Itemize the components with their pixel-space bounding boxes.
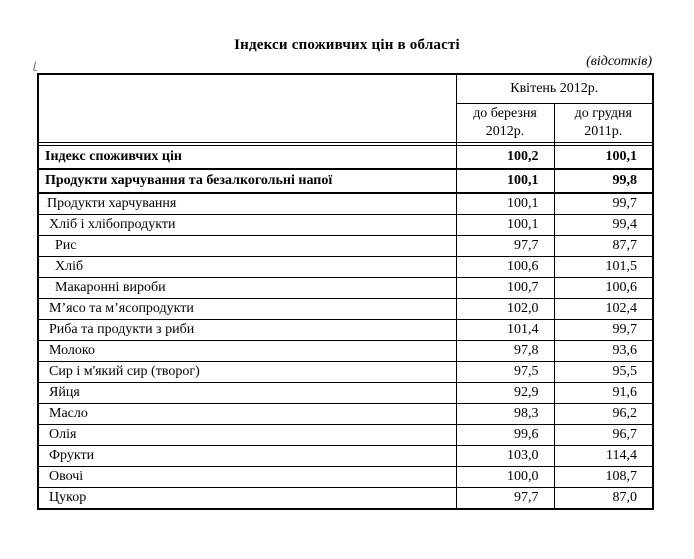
- value-to-march-2012: 100,1: [456, 169, 554, 193]
- value-to-december-2011: 93,6: [554, 341, 653, 362]
- value-to-march-2012: 97,7: [456, 236, 554, 257]
- row-label: Хліб: [38, 257, 456, 278]
- value-to-march-2012: 97,8: [456, 341, 554, 362]
- table-row: [38, 236, 653, 257]
- row-label: Фрукти: [38, 446, 456, 467]
- price-index-table: [37, 73, 654, 510]
- value-to-december-2011: 99,8: [554, 169, 653, 193]
- table-row: [38, 488, 653, 510]
- value-to-december-2011: 99,7: [554, 193, 653, 215]
- row-label: Яйця: [38, 383, 456, 404]
- value-to-march-2012: 100,1: [456, 193, 554, 215]
- value-to-march-2012: 100,7: [456, 278, 554, 299]
- empty-header-cell: [38, 74, 456, 143]
- column-header-to-march: до березня 2012р.: [456, 104, 554, 143]
- row-label: М’ясо та м’ясопродукти: [38, 299, 456, 320]
- value-to-december-2011: 91,6: [554, 383, 653, 404]
- table-row: [38, 215, 653, 236]
- value-to-march-2012: 100,2: [456, 146, 554, 170]
- row-label: Продукти харчування: [38, 193, 456, 215]
- table-row: [38, 278, 653, 299]
- value-to-december-2011: 87,7: [554, 236, 653, 257]
- value-to-december-2011: 108,7: [554, 467, 653, 488]
- table-body: [38, 143, 653, 510]
- value-to-march-2012: 101,4: [456, 320, 554, 341]
- value-to-december-2011: 96,2: [554, 404, 653, 425]
- value-to-march-2012: 92,9: [456, 383, 554, 404]
- table-row: [38, 257, 653, 278]
- value-to-december-2011: 99,7: [554, 320, 653, 341]
- value-to-december-2011: 96,7: [554, 425, 653, 446]
- value-to-march-2012: 98,3: [456, 404, 554, 425]
- period-header-row: [38, 74, 653, 104]
- value-to-march-2012: 97,5: [456, 362, 554, 383]
- stray-mark: [33, 62, 39, 72]
- row-label: Індекс споживчих цін: [38, 146, 456, 170]
- table-row: [38, 383, 653, 404]
- row-label: Продукти харчування та безалкогольні напої: [38, 169, 456, 193]
- value-to-december-2011: 114,4: [554, 446, 653, 467]
- row-label: Сир і м'який сир (творог): [38, 362, 456, 383]
- value-to-march-2012: 100,1: [456, 215, 554, 236]
- period-header-cell: Квітень 2012р.: [456, 74, 653, 104]
- row-label: Хліб і хлібопродукти: [38, 215, 456, 236]
- value-to-december-2011: 99,4: [554, 215, 653, 236]
- column-header-to-december: до грудня 2011р.: [554, 104, 653, 143]
- table-row: [38, 467, 653, 488]
- value-to-december-2011: 102,4: [554, 299, 653, 320]
- row-label: Овочі: [38, 467, 456, 488]
- value-to-march-2012: 100,0: [456, 467, 554, 488]
- table-row: [38, 146, 653, 170]
- value-to-march-2012: 99,6: [456, 425, 554, 446]
- value-to-december-2011: 101,5: [554, 257, 653, 278]
- row-label: Олія: [38, 425, 456, 446]
- table-header: [38, 74, 653, 143]
- value-to-december-2011: 87,0: [554, 488, 653, 510]
- table-row: [38, 320, 653, 341]
- table-row: [38, 299, 653, 320]
- value-to-march-2012: 102,0: [456, 299, 554, 320]
- table-row: [38, 362, 653, 383]
- row-label: Цукор: [38, 488, 456, 510]
- table-row: [38, 341, 653, 362]
- table-row: [38, 425, 653, 446]
- value-to-december-2011: 100,1: [554, 146, 653, 170]
- table-row: [38, 404, 653, 425]
- table-row: [38, 169, 653, 193]
- value-to-december-2011: 95,5: [554, 362, 653, 383]
- value-to-december-2011: 100,6: [554, 278, 653, 299]
- row-label: Масло: [38, 404, 456, 425]
- table-row: [38, 193, 653, 215]
- table-row: [38, 446, 653, 467]
- value-to-march-2012: 97,7: [456, 488, 554, 510]
- row-label: Молоко: [38, 341, 456, 362]
- row-label: Рис: [38, 236, 456, 257]
- value-to-march-2012: 100,6: [456, 257, 554, 278]
- row-label: Макаронні вироби: [38, 278, 456, 299]
- value-to-march-2012: 103,0: [456, 446, 554, 467]
- unit-note: (відсотків): [586, 54, 652, 69]
- page-title: Індекси споживчих цін в області: [234, 37, 460, 53]
- row-label: Риба та продукти з риби: [38, 320, 456, 341]
